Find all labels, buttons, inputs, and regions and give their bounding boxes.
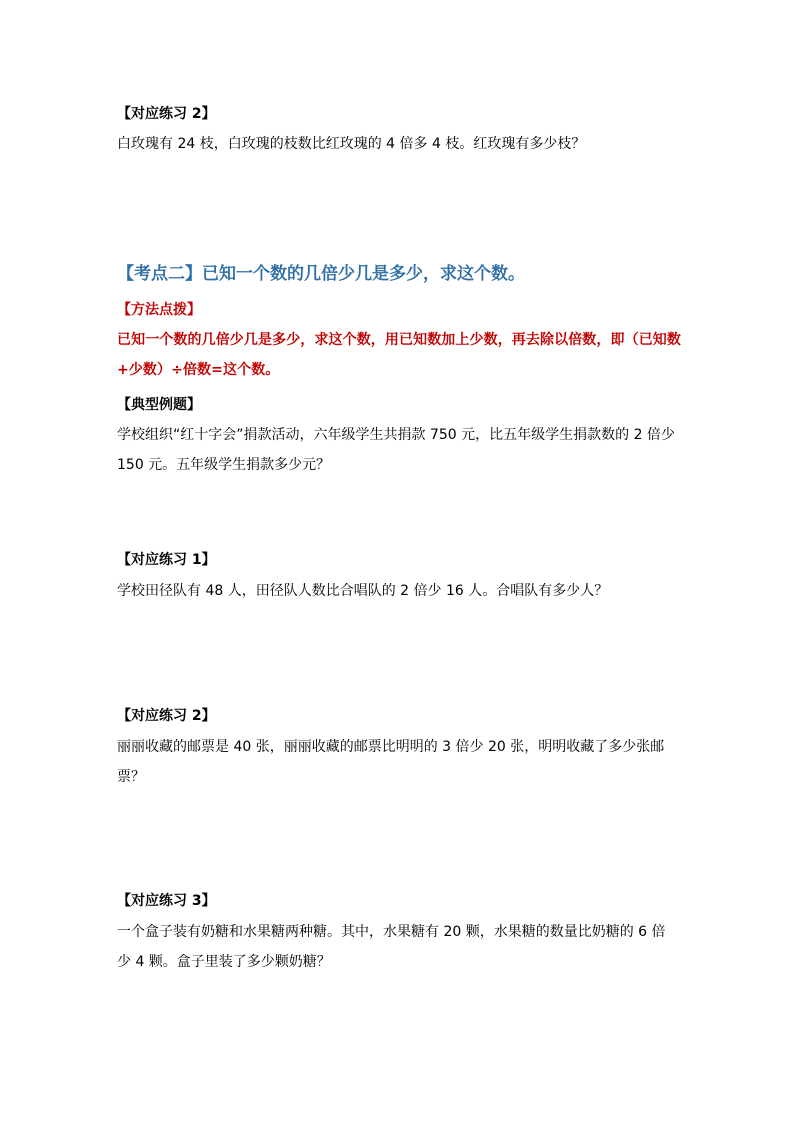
example-text: 学校组织“红十字会”捐款活动，六年级学生共捐款 750 元，比五年级学生捐款数的 2 倍少 150 元。五年级学生捐款多少元？ [117,427,675,473]
method-label: 【方法点拨】 [117,302,201,318]
practice-2-top-label: 【对应练习 2】 [117,106,216,122]
practice-2-text: 丽丽收藏的邮票是 40 张，丽丽收藏的邮票比明明的 3 倍少 20 张，明明收藏了多少张邮票？ [117,739,665,785]
practice-1-label: 【对应练习 1】 [117,552,216,568]
practice-3-text: 一个盒子装有奶糖和水果糖两种糖。其中，水果糖有 20 颗，水果糖的数量比奶糖的 6 倍少 4 颗。盒子里装了多少颗奶糖？ [117,924,666,970]
method-text: 已知一个数的几倍少几是多少，求这个数，用已知数加上少数，再去除以倍数，即（已知数+少数）÷倍数=这个数。 [117,332,681,378]
section-2-heading: 【考点二】已知一个数的几倍少几是多少，求这个数。 [117,264,525,284]
practice-2-top-text: 白玫瑰有 24 枝，白玫瑰的枝数比红玫瑰的 4 倍多 4 枝。红玫瑰有多少枝？ [117,136,586,152]
practice-3-label: 【对应练习 3】 [117,893,216,909]
practice-1-text: 学校田径队有 48 人，田径队人数比合唱队的 2 倍少 16 人。合唱队有多少人？ [117,583,609,599]
example-label: 【典型例题】 [117,397,201,413]
practice-2-label: 【对应练习 2】 [117,708,216,724]
